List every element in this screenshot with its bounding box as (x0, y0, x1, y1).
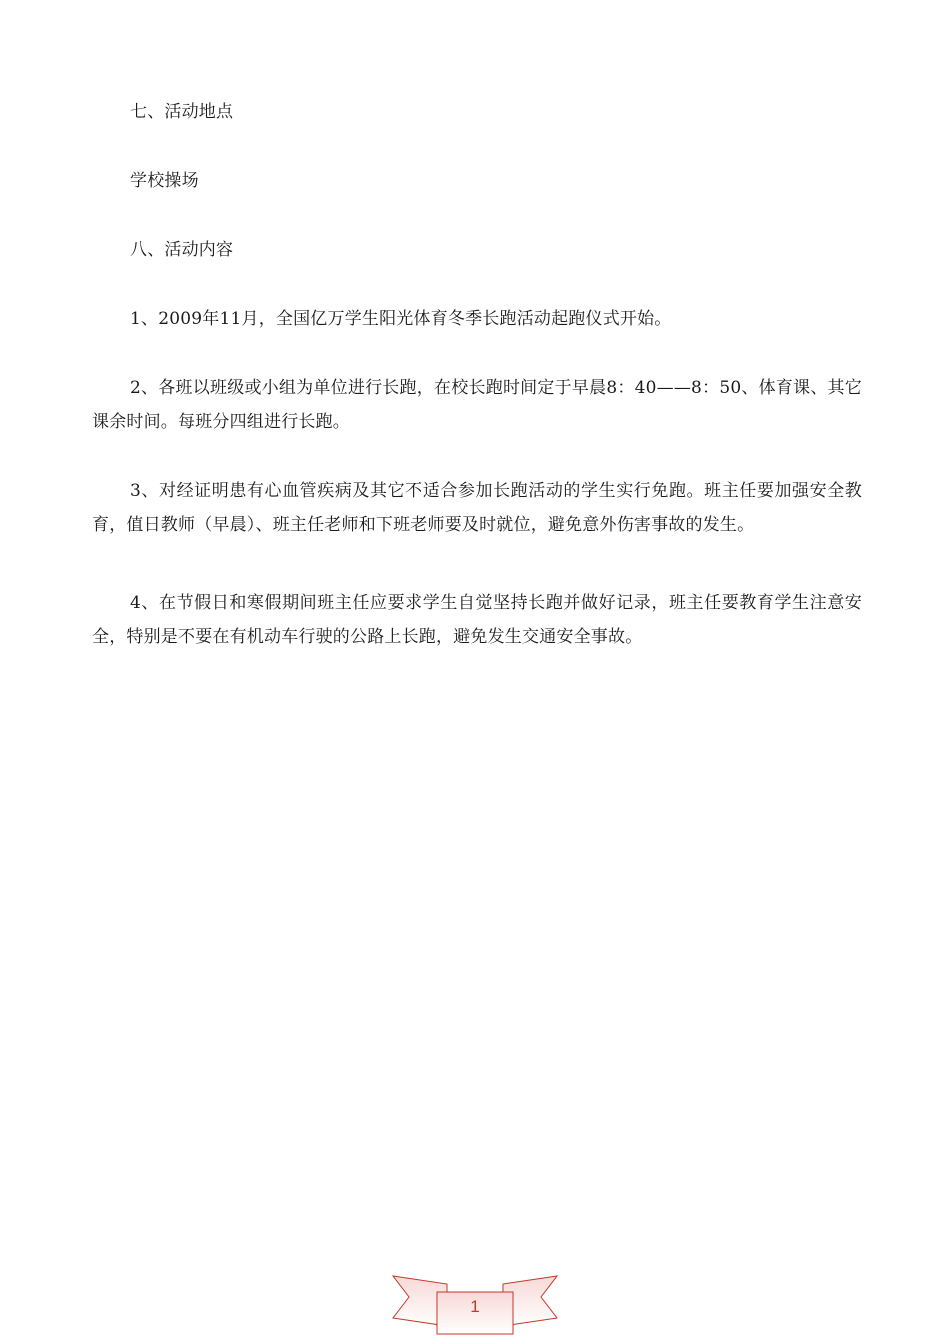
content-item-1: 1、2009年11月，全国亿万学生阳光体育冬季长跑活动起跑仪式开始。 (130, 309, 672, 329)
page-number: 1 (470, 1297, 480, 1316)
content-item-4: 4、在节假日和寒假期间班主任应要求学生自觉坚持长跑并做好记录，班主任要教育学生注意安全，特别是不要在有机动车行驶的公路上长跑，避免发生交通安全事故。 (92, 593, 862, 647)
section-heading-content: 八、活动内容 (130, 240, 234, 260)
content-item-2: 2、各班以班级或小组为单位进行长跑，在校长跑时间定于早晨8：40——8：50、体育课、其它课余时间。每班分四组进行长跑。 (92, 378, 862, 432)
content-item-3: 3、对经证明患有心血管疾病及其它不适合参加长跑活动的学生实行免跑。班主任要加强安全教育，值日教师（早晨）、班主任老师和下班老师要及时就位，避免意外伤害事故的发生。 (92, 481, 862, 535)
location-text: 学校操场 (130, 171, 199, 191)
section-heading-location: 七、活动地点 (130, 102, 234, 122)
